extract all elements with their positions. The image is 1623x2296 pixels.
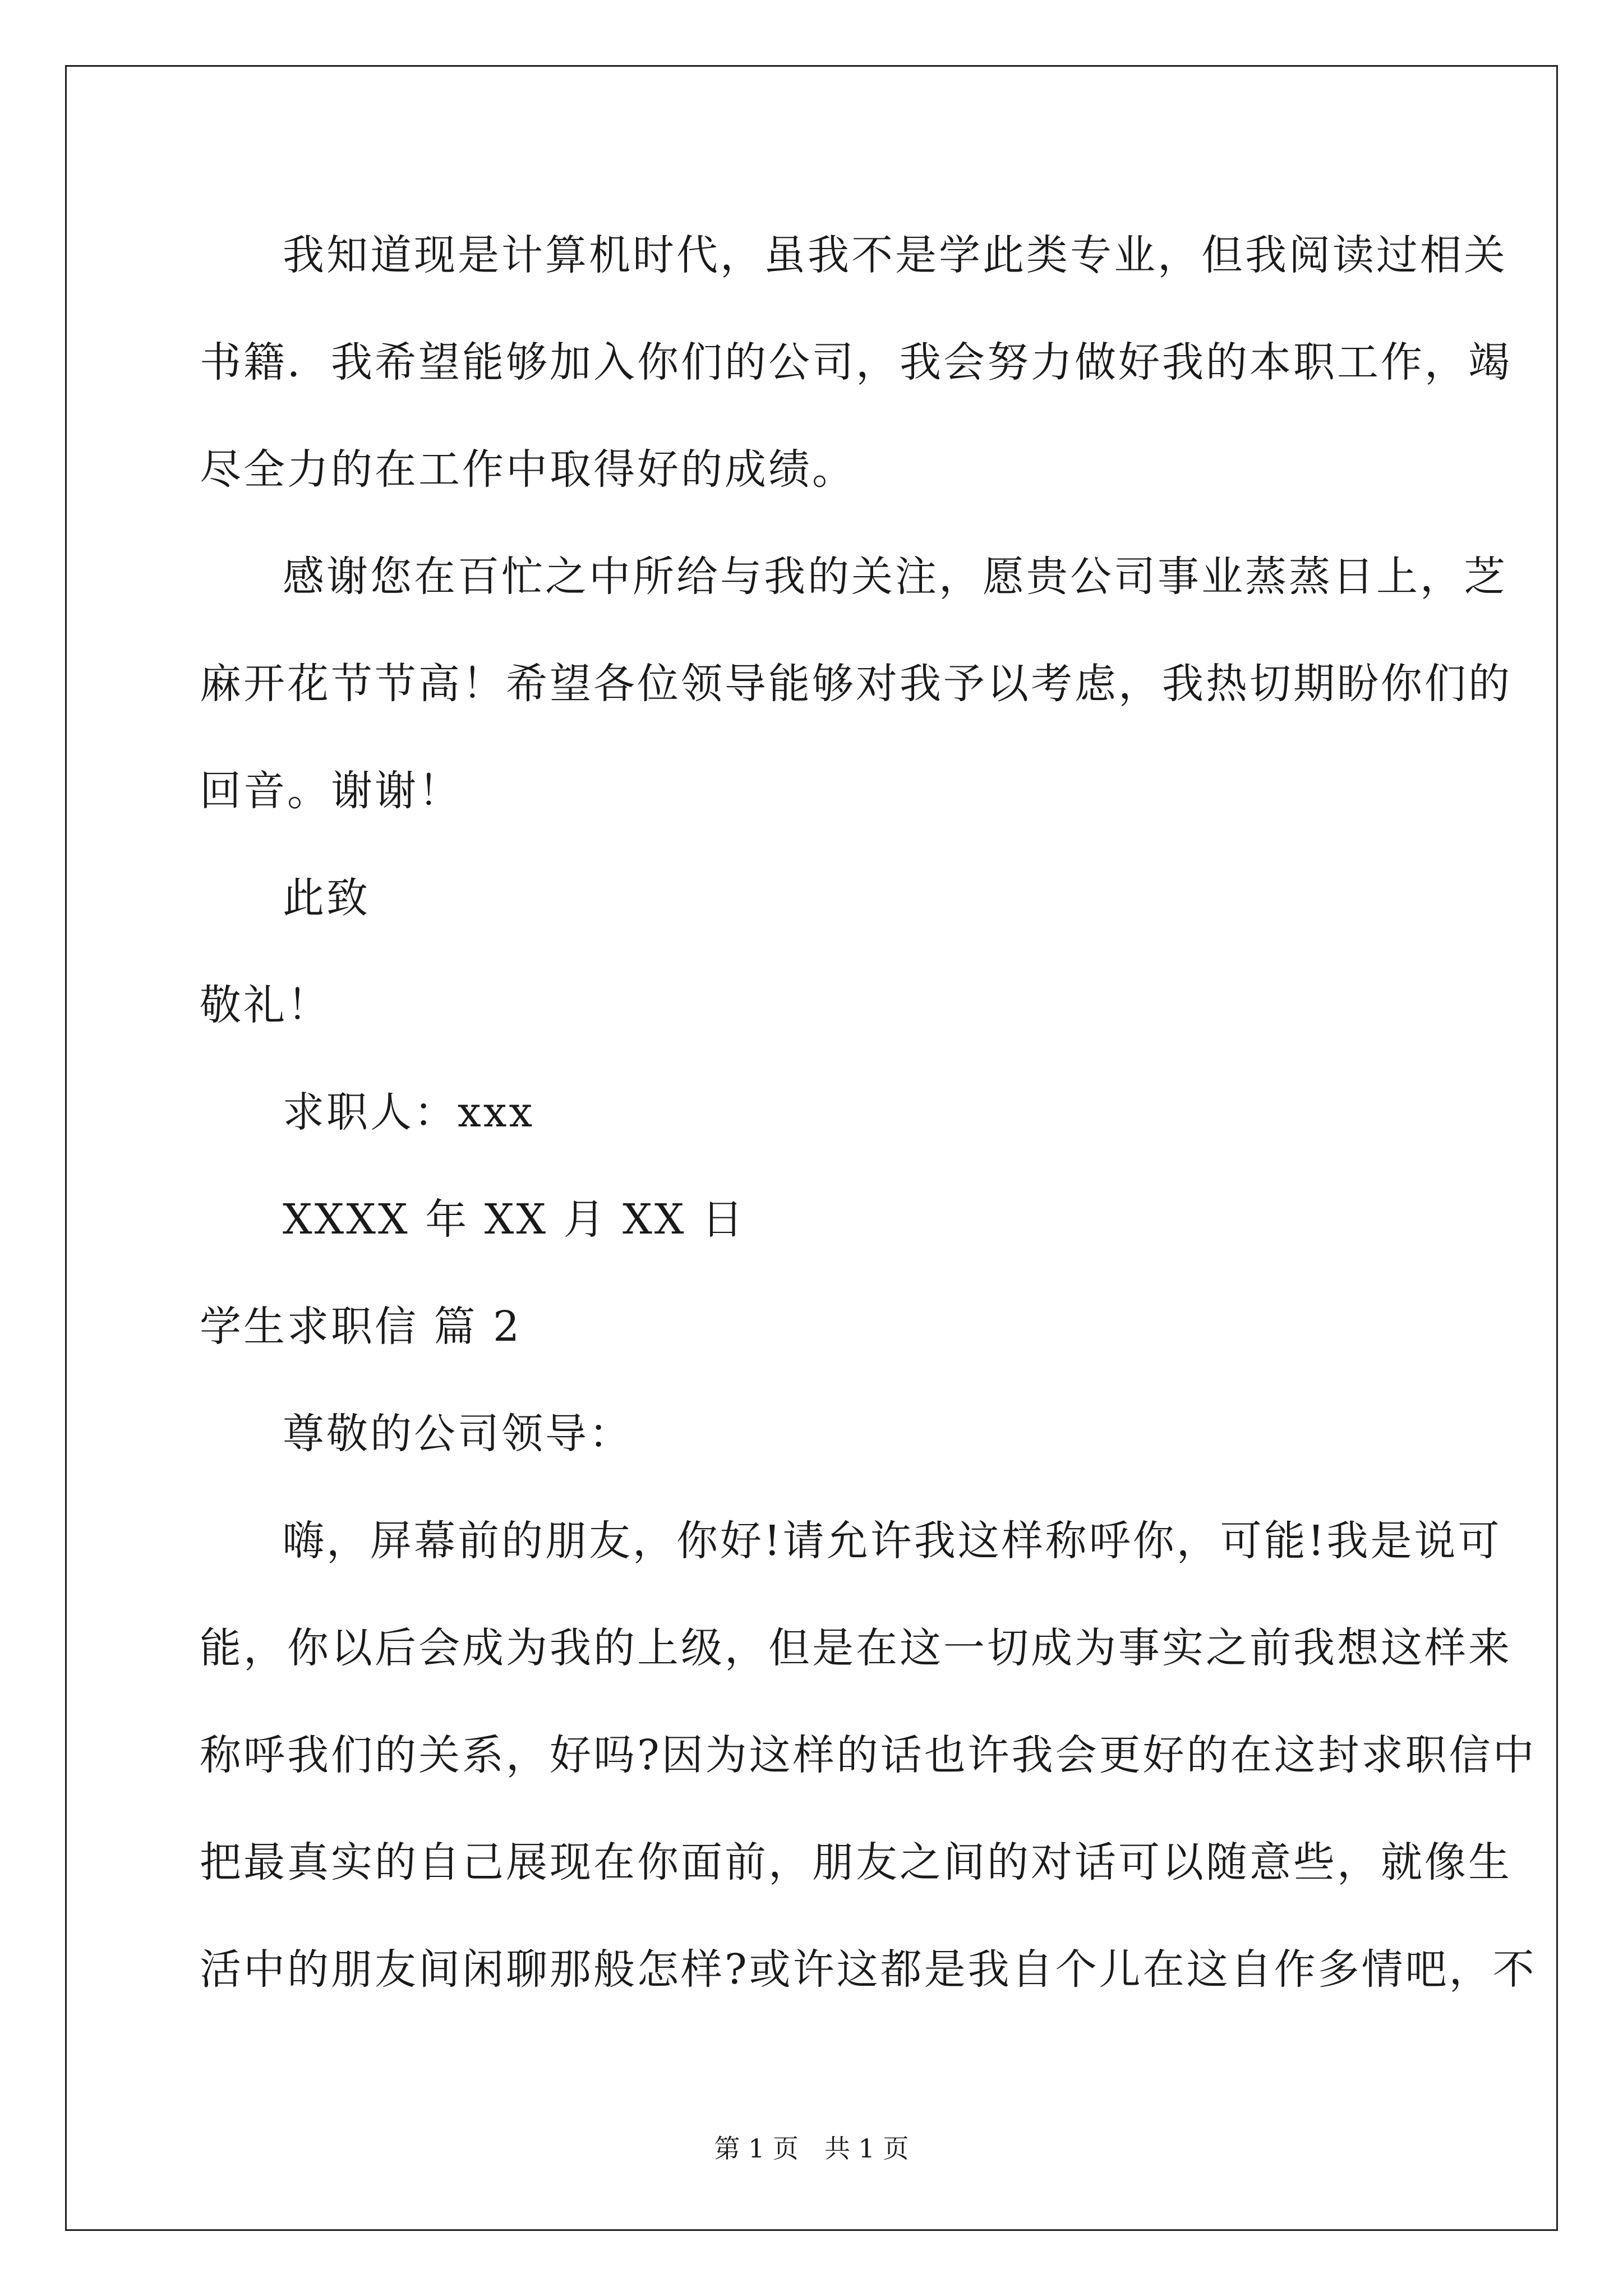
text-line: 我知道现是计算机时代，虽我不是学此类专业，但我阅读过相关 [283,231,1507,279]
section-heading: 学生求职信 篇 2 [200,1303,522,1351]
text-line: 书籍．我希望能够加入你们的公司，我会努力做好我的本职工作，竭 [200,338,1512,386]
text-line: 活中的朋友间闲聊那般怎样?或许这都是我自个儿在这自作多情吧，不 [200,1945,1537,1994]
text-line: 敬礼！ [200,981,331,1029]
text-line: 把最真实的自己展现在你面前，朋友之间的对话可以随意些，就像生 [200,1838,1512,1887]
text-line: XXXX 年 XX 月 XX 日 [283,1195,746,1244]
text-line: 回音。谢谢！ [200,767,462,815]
text-line: 此致 [283,874,370,922]
text-line: 尽全力的在工作中取得好的成绩。 [200,445,856,494]
text-line: 求职人：xxx [283,1088,535,1137]
text-line: 尊敬的公司领导： [283,1410,633,1458]
text-line: 嗨，屏幕前的朋友，你好!请允许我这样称呼你，可能!我是说可 [283,1517,1502,1565]
document-body [200,202,1537,2023]
page-number-footer: 第 1 页 共 1 页 [714,2133,909,2164]
text-line: 称呼我们的关系，好吗?因为这样的话也许我会更好的在这封求职信中 [200,1731,1537,1779]
text-line: 感谢您在百忙之中所给与我的关注，愿贵公司事业蒸蒸日上，芝 [283,553,1507,601]
text-line: 能，你以后会成为我的上级，但是在这一切成为事实之前我想这样来 [200,1624,1512,1672]
text-line: 麻开花节节高！希望各位领导能够对我予以考虑，我热切期盼你们的 [200,660,1512,708]
